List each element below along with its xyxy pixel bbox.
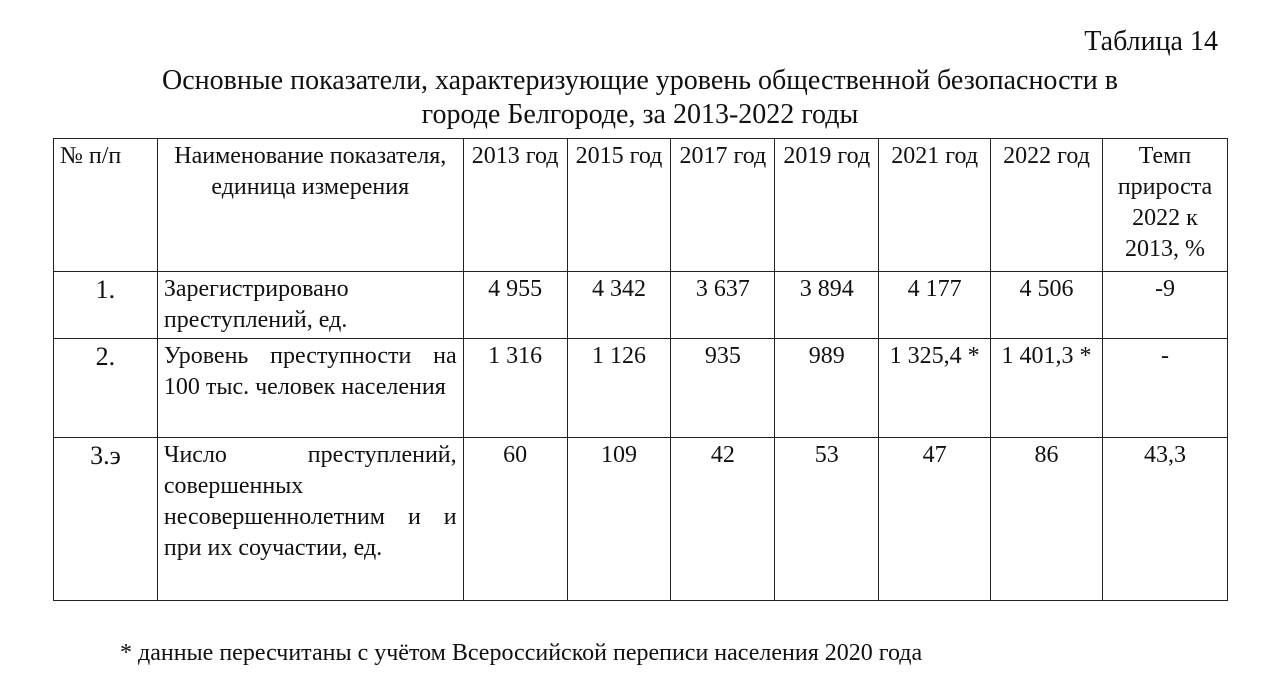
header-growth: Темп прироста 2022 к 2013, % (1103, 139, 1228, 272)
value-growth: - (1103, 339, 1228, 438)
footnote: * данные пересчитаны с учётом Всероссийской переписи населения 2020 года (120, 640, 923, 666)
value-2013: 1 316 (463, 339, 567, 438)
value-2022: 1 401,3 * (991, 339, 1103, 438)
table-row (54, 438, 1228, 601)
value-2017: 42 (671, 438, 775, 601)
value-growth: 43,3 (1103, 438, 1228, 601)
row-number: 2. (54, 339, 158, 438)
header-2019: 2019 год (775, 139, 879, 272)
indicator-name: Уровень преступности на 100 тыс. человек населения (157, 339, 463, 438)
header-2015: 2015 год (567, 139, 671, 272)
table-title (40, 64, 1240, 132)
row-number: 3.э (54, 438, 158, 601)
table-number: Таблица 14 (1084, 26, 1218, 57)
table-row (54, 339, 1228, 438)
value-2019: 3 894 (775, 272, 879, 339)
value-2019: 53 (775, 438, 879, 601)
value-2022: 4 506 (991, 272, 1103, 339)
header-2013: 2013 год (463, 139, 567, 272)
header-2017: 2017 год (671, 139, 775, 272)
title-line-2: городе Белгороде, за 2013-2022 годы (421, 99, 859, 130)
value-2021: 1 325,4 * (879, 339, 991, 438)
header-row (54, 139, 1228, 272)
value-2015: 109 (567, 438, 671, 601)
row-number: 1. (54, 272, 158, 339)
table-row (54, 272, 1228, 339)
value-2013: 4 955 (463, 272, 567, 339)
value-2021: 4 177 (879, 272, 991, 339)
value-2017: 935 (671, 339, 775, 438)
title-line-1: Основные показатели, характеризующие уровень общественной безопасности в (162, 65, 1118, 96)
header-2022: 2022 год (991, 139, 1103, 272)
value-2019: 989 (775, 339, 879, 438)
value-2015: 1 126 (567, 339, 671, 438)
value-2021: 47 (879, 438, 991, 601)
value-2013: 60 (463, 438, 567, 601)
value-2017: 3 637 (671, 272, 775, 339)
header-2021: 2021 год (879, 139, 991, 272)
indicators-table (53, 138, 1228, 601)
header-no: № п/п (54, 139, 158, 272)
indicator-name: Зарегистрировано преступлений, ед. (157, 272, 463, 339)
header-name: Наименование показателя, единица измерения (157, 139, 463, 272)
value-2022: 86 (991, 438, 1103, 601)
value-growth: -9 (1103, 272, 1228, 339)
value-2015: 4 342 (567, 272, 671, 339)
indicator-name: Число преступлений, совершенных несовершеннолетним и и при их соучастии, ед. (157, 438, 463, 601)
